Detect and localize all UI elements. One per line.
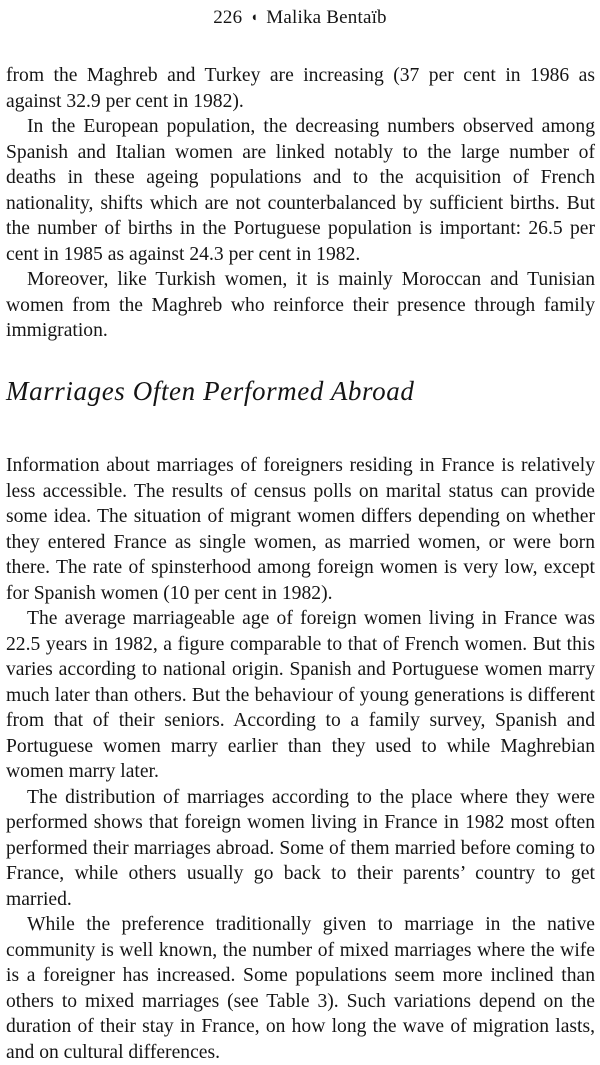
body-text-block-2 bbox=[6, 453, 595, 1065]
paragraph: Moreover, like Turkish women, it is mainly Moroccan and Tunisian women from the Maghreb who reinforce their presence through family immigration. bbox=[6, 269, 595, 341]
paragraph: While the preference traditionally given to marriage in the native community is well known, the number of mixed marriages where the wife is a foreigner has increased. Some populations seem more inclined than others to mixed marriages (see Table 3). Such variations depend on the duration of their stay in France, on how long the wave of migration lasts, and on cultural differences. bbox=[6, 914, 595, 1063]
running-author: Malika Bentaïb bbox=[266, 7, 387, 28]
body-text-block-1 bbox=[6, 63, 595, 344]
paragraph: The average marriageable age of foreign women living in France was 22.5 years in 1982, a figure comparable to that of French women. But this varies according to national origin. Spanish and Portuguese women marry much later than others. But the behaviour of young generations is different from that of their seniors. According to a family survey, Spanish and Portuguese women marry earlier than they used to while Maghrebian women marry later. bbox=[6, 608, 595, 782]
paragraph-continuation: from the Maghreb and Turkey are increasing (37 per cent in 1986 as against 32.9 per cent in 1982). bbox=[6, 65, 595, 112]
running-header bbox=[0, 5, 600, 30]
page-number: 226 bbox=[213, 7, 243, 28]
paragraph: Information about marriages of foreigners residing in France is relatively less accessible. The results of census polls on marital status can provide some idea. The situation of migrant women differs depending on whether they entered France as single women, as married women, or were born there. The rate of spinsterhood among foreign women is very low, except for Spanish women (10 per cent in 1982). bbox=[6, 455, 595, 604]
paragraph: The distribution of marriages according to the place where they were performed shows that foreign women living in France in 1982 most often performed their marriages abroad. Some of them married before coming to France, while others usually go back to their parents’ country to get married. bbox=[6, 786, 595, 910]
section-heading: Marriages Often Performed Abroad bbox=[6, 376, 415, 406]
paragraph: In the European population, the decreasing numbers observed among Spanish and Italian women are linked notably to the large number of deaths in these ageing populations and to the acquisition of French nationality, shifts which are not counterbalanced by sufficient births. But the number of births in the Portuguese population is important: 26.5 per cent in 1985 as against 24.3 per cent in 1982. bbox=[6, 116, 595, 265]
separator-ornament-icon: ◖ bbox=[250, 9, 259, 24]
